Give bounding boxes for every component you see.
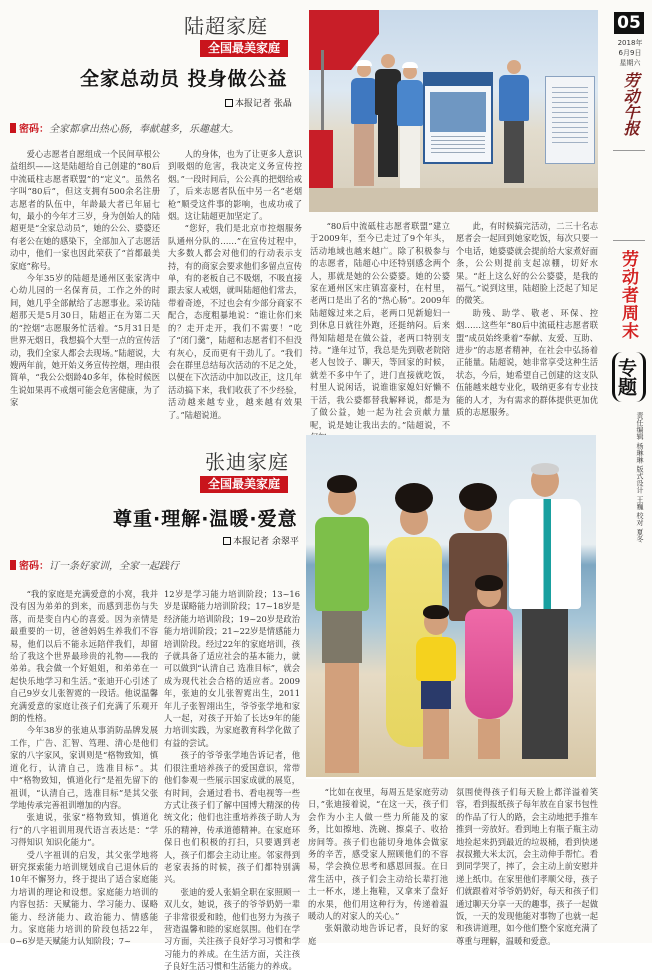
byline-box-icon [225,99,233,107]
rail-divider [613,150,645,151]
paragraph: 张迪说，张家“格物致知，慎道化行”的八字祖训用现代语言表达是：“学习得知识 知识化能力”。 [10,812,158,848]
issue-date [612,38,648,68]
editor-credits: 责任编辑 杨琳琳 版式设计 王巍 校对 夏冬 [636,412,644,543]
byline-box-icon [223,537,231,545]
paragraph: “比如在夜里，每周五是家庭劳动日，”张迪接着说，“在这一天，孩子们会作为小主人做一些力所能及的家务，比如擦地、洗碗、擦桌子、收拾房间等。孩子们也能切身地体会做家务的辛苦，感受家人照顾他们的不容易，学会换位思考和感恩回报。在日常生活中，孩子们会主动给长辈打池土一杯水，递上拖鞋，又拿来了盘好的水果，他们用这种行为，传递着温暖动人的对家人的关心。” [308,787,448,922]
paragraph: 张娟激动地告诉记者，良好的家庭 [308,923,448,946]
story2-column-3 [308,786,448,946]
story2-byline [223,534,299,547]
red-square-icon [10,123,16,133]
story1-headline: 全家总动员 投身做公益 [80,68,288,90]
photo-border [306,777,596,779]
paragraph: 此，有时候搞完活动，二三十名志愿者会一起回到她家吃饭，每次只要一个电话，她婆婆就会提前给大家煮好面条，公公则提前支起凉棚，切好水果。“赶上这么好的公公婆婆，是我的福气。”说到这里，陆超脸上泛起了知足的微笑。 [456,221,598,306]
story2-key [10,557,179,572]
date-day: 6月9日 [618,49,642,57]
paragraph: 张迪的爱人张娟全职在家照顾一双儿女，她说，孩子的爷爷奶奶一辈子非常很爱和睦，他们也努力为孩子营造温馨和睦的家庭氛围。他们在学习方面，关注孩子良好学习习惯和学习能力的养成。在生活方面，关注孩子良好生活习惯和生活能力的养成。 [164,886,300,972]
red-table [309,130,333,190]
story1-key-label: 密码： [19,124,49,135]
story1-column-1 [10,148,160,423]
paragraph: 今年35岁的陆超是通州区张家湾中心幼儿园的一名保育员，工作之外的时间，她几乎全部献给了志愿事业。采访陆超那天是5月30日，陆超正在为第二天的“控烟”志愿服务忙活着。“5月31日是世界无烟日，我想搞个大型一点的宣传活动，我们全家人都会去现场。”陆超说，大嫂两年前，她开始义务宣传控烟，理由很简单，“我公公烟龄40多年，体检时候医生说如果再不戒烟可能会危害健康，为了家 [10,273,160,408]
paragraph: 12岁是学习能力培训阶段；13~16岁是谋略能力培训阶段；17~18岁是经济能力培训阶段；19~20岁是政治能力培训阶段；21~22岁是情感能力培训阶段。经过22年的家庭培训，孩子就具备了适应社会的基本能力，就可以做到“认清自己 选准目标”，就会成为现代社会合格的适应者。2009年，张迪的女儿张智霓出生，2011年儿子张智翊出生，爷爷张学地和家人一起，对孩子开始了长达9年的能力培训实践，为家庭教育科学化做了有益的尝试。 [164,589,300,748]
date-weekday: 星期六 [619,59,641,67]
paragraph: 助残、助学、敬老、环保、控烟……这些年“80后中流砥柱志愿者联盟”成员始终秉着“奉献、友爱、互助、进步”的志愿者精神，在社会中弘扬着正能量。陆超说，她非常享受这种生活状态，今后，她希望自己创建的这支队伍能越来越专业化，吸纳更多有专业技能的人才，为有需求的群体提供更加优质的志愿服务。 [456,307,598,418]
story2-key-label: 密码： [19,561,49,572]
red-square-icon [10,560,16,570]
section-title: 劳动者周末 [618,250,638,340]
paper-name: 劳动午报 [621,72,640,136]
story2-byline-text: 本报记者 余翠平 [233,537,299,547]
rail-divider [613,240,645,241]
ground [309,188,598,212]
story2-column-2 [164,588,300,972]
story2-family-label: 张迪家庭 [205,450,289,474]
story1-column-3 [310,220,450,430]
paragraph: 今年38岁的张迪从事消防品牌发展工作，广告、汇智、笃理、清心是他们家的八字家风，家训则是“格物致知，慎道化行，认清自己，选准目标”。其中“格物致知，慎道化行”是祖先留下的祖训，“认清自己，选准目标”是其父张学地传承完善祖训增加的内容。 [10,725,158,810]
girl-figure [462,575,516,759]
boy-figure [410,605,462,759]
story1-column-2 [168,148,302,423]
paragraph: 受八字祖训的启发，其父张学地将研究探索能力培训规划成自己退休后的10年不懈努力，终于提出了适合家庭能力培训的理论和设想。家庭能力培训的内容包括：天赋能力、学习能力、谋略能力、经济能力、政治能力、情感能力。家庭能力培训的阶段包括22年，0~6岁是天赋能力认知阶段；7~ [10,849,158,947]
grandfather-figure [506,463,584,759]
poster-board [423,72,493,164]
story1-byline [225,96,292,109]
story1-byline-text: 本报记者 张晶 [235,99,292,109]
date-year: 2018年 [617,39,643,47]
paragraph: 孩子的爷爷张学地告诉记者，他们很注重培养孩子的爱国意识，常带他们参观一些展示国家成就的展览，有时间，会通过看书、看电视等一些方式让孩子们了解中国博大精深的传统文化；他们也注重培养孩子助人为乐的精神，传承道德精神。在家庭环保日也们积极的打扫，只要遇到老人，孩子们都会主动让座。邻家得到老家表扬的时候，孩子们都特别满兴。 [164,750,300,885]
story2-key-text: 订一条好家训，全家一起践行 [49,561,179,572]
paragraph: 人的身体，也为了让更多人意识到吸烟的危害，我决定义务宣传控烟。”一段时间后，公公真的把烟给戒了，后来志愿者队伍中另一名“老烟枪”顺受这件事的影响，也成功戒了烟。这让陆超更加坚定了。 [168,149,302,222]
story2-banner: 全国最美家庭 [200,476,288,493]
story1-key-text: 全家都拿出热心肠，奉献越多，乐趣越大。 [49,124,239,135]
paragraph: “您好，我们是北京市控烟服务队通州分队的……”在宣传过程中，大多数人都会对他们的行动表示支持，有的商家会要求他们多留点宣传单，有的老板自己不吸烟，不吸直接跟去家人戒烟，就叫陆超他们常去，带着奇迹，不过也会有少部分商家不配合，态度粗暴地说：“谁让你们来的？走开走开，我们不需要！”吃了“闭门羹”，陆超和志愿者们不但没有灰心，反而更有干劲儿了。“我们会在群里总结每次活动的不足之处，以便在下次活动中加以改正，这几年活动搞下来，我们收获了不少经验，活动越来越专业，越来越有效果了。”陆超说道。 [168,223,302,420]
story1-banner: 全国最美家庭 [200,40,288,57]
story2-column-4 [456,786,598,946]
story1-column-4 [456,220,598,423]
story1-key [10,120,239,135]
father-figure [314,475,370,773]
volunteer-figure [351,60,377,186]
page-number: 05 [614,12,644,34]
paragraph: “我的家庭是充满爱意的小窝，我并没有因为弟弟的到来，而感到悲伤与失落，而是变自内心的喜爱。因为亲情是最重要的一切，爸爸妈妈生养我们不容易，他们以后不能永远陪伴我们，却留给了我这个世界最珍贵的礼物——我的弟弟。我会做一个好姐姐，和弟弟在一起快乐地学习和生活。”张迪开心引述了自己9岁女儿张智霓的一段话。他说温馨充满爱意的家庭让孩子们充满了乐观开朗的性格。 [10,589,158,724]
volunteer-figure [499,60,529,183]
story1-family-label: 陆超家庭 [184,14,268,38]
paragraph: “80后中流砥柱志愿者联盟”建立于2009年，至今已走过了9个年头，活动地域也越来越广。除了积极参与的志愿者，陆超心中还特别感念两个人，那就是她的公公婆婆。她的公婆家在通州区宋庄镇富豪村，在村里，老两口是出了名的“热心肠”。2009年陆超嫁过来之后，老两口见新媳妇一到休息日就往外跑，还挺纳闷。后来得知陆超是在做公益，老两口特别支持。“逢年过节，我总是先到敬老院陪老人包饺子、聊天，等回家的时候，就差不多中午了，进门直接就吃饭，村里人说闲话，说谁谁家媳妇好懒不干活，我公婆都替我解释说，都是为了做公益，她一起为社会贡献力量呢，说是她让我出去的。”陆超说，不 [310,221,450,430]
story2-photo-family [306,435,596,777]
story2-column-1 [10,588,158,947]
volunteer-figure [397,62,423,188]
story1-photo-volunteers [309,10,598,212]
topic-label: 专题 [612,352,646,402]
paragraph: 氛围使得孩子们每天脸上都洋溢着笑容，看到报纸孩子每年放在自家书包性的作品了行人的路，会主动地把手推车推到一旁放好。看到地上有瓶子瓶主动地捡起来扔到最近的垃圾桶，看到快递叔叔搬大米太沉，会主动伸手帮忙。看到同学哭了，摔了，会主动上前安慰并递上纸巾。在家里他们孝顺父母，孩子们就跟着对爷爷奶奶好，每天和孩子们通过聊天分享一天的趣事，孩子一起做饭，一天的发现他能对事物了也就一起和孩讲道理，如今他们整个家庭充满了尊重与理解，温暖和爱意。 [456,787,598,946]
poster-board-2 [545,76,595,164]
story2-headline: 尊重·理解·温暖·爱意 [113,508,298,530]
paragraph: 爱心志愿者自愿组成一个民间草根公益组织——这是陆超给自己创建的“80后中流砥柱志愿者联盟”的“定义”。虽然名字叫“80后”，但这支拥有500余名注册志愿者的队伍中，年龄最大者已年届七旬，最小的今年才三岁，身为创始人的陆超更是“全家总动员”，她的公公、婆婆还有老公在她的感染下，全部加入了志愿活动中，他们一家也因此荣获了“首都最美家庭”称号。 [10,149,160,271]
